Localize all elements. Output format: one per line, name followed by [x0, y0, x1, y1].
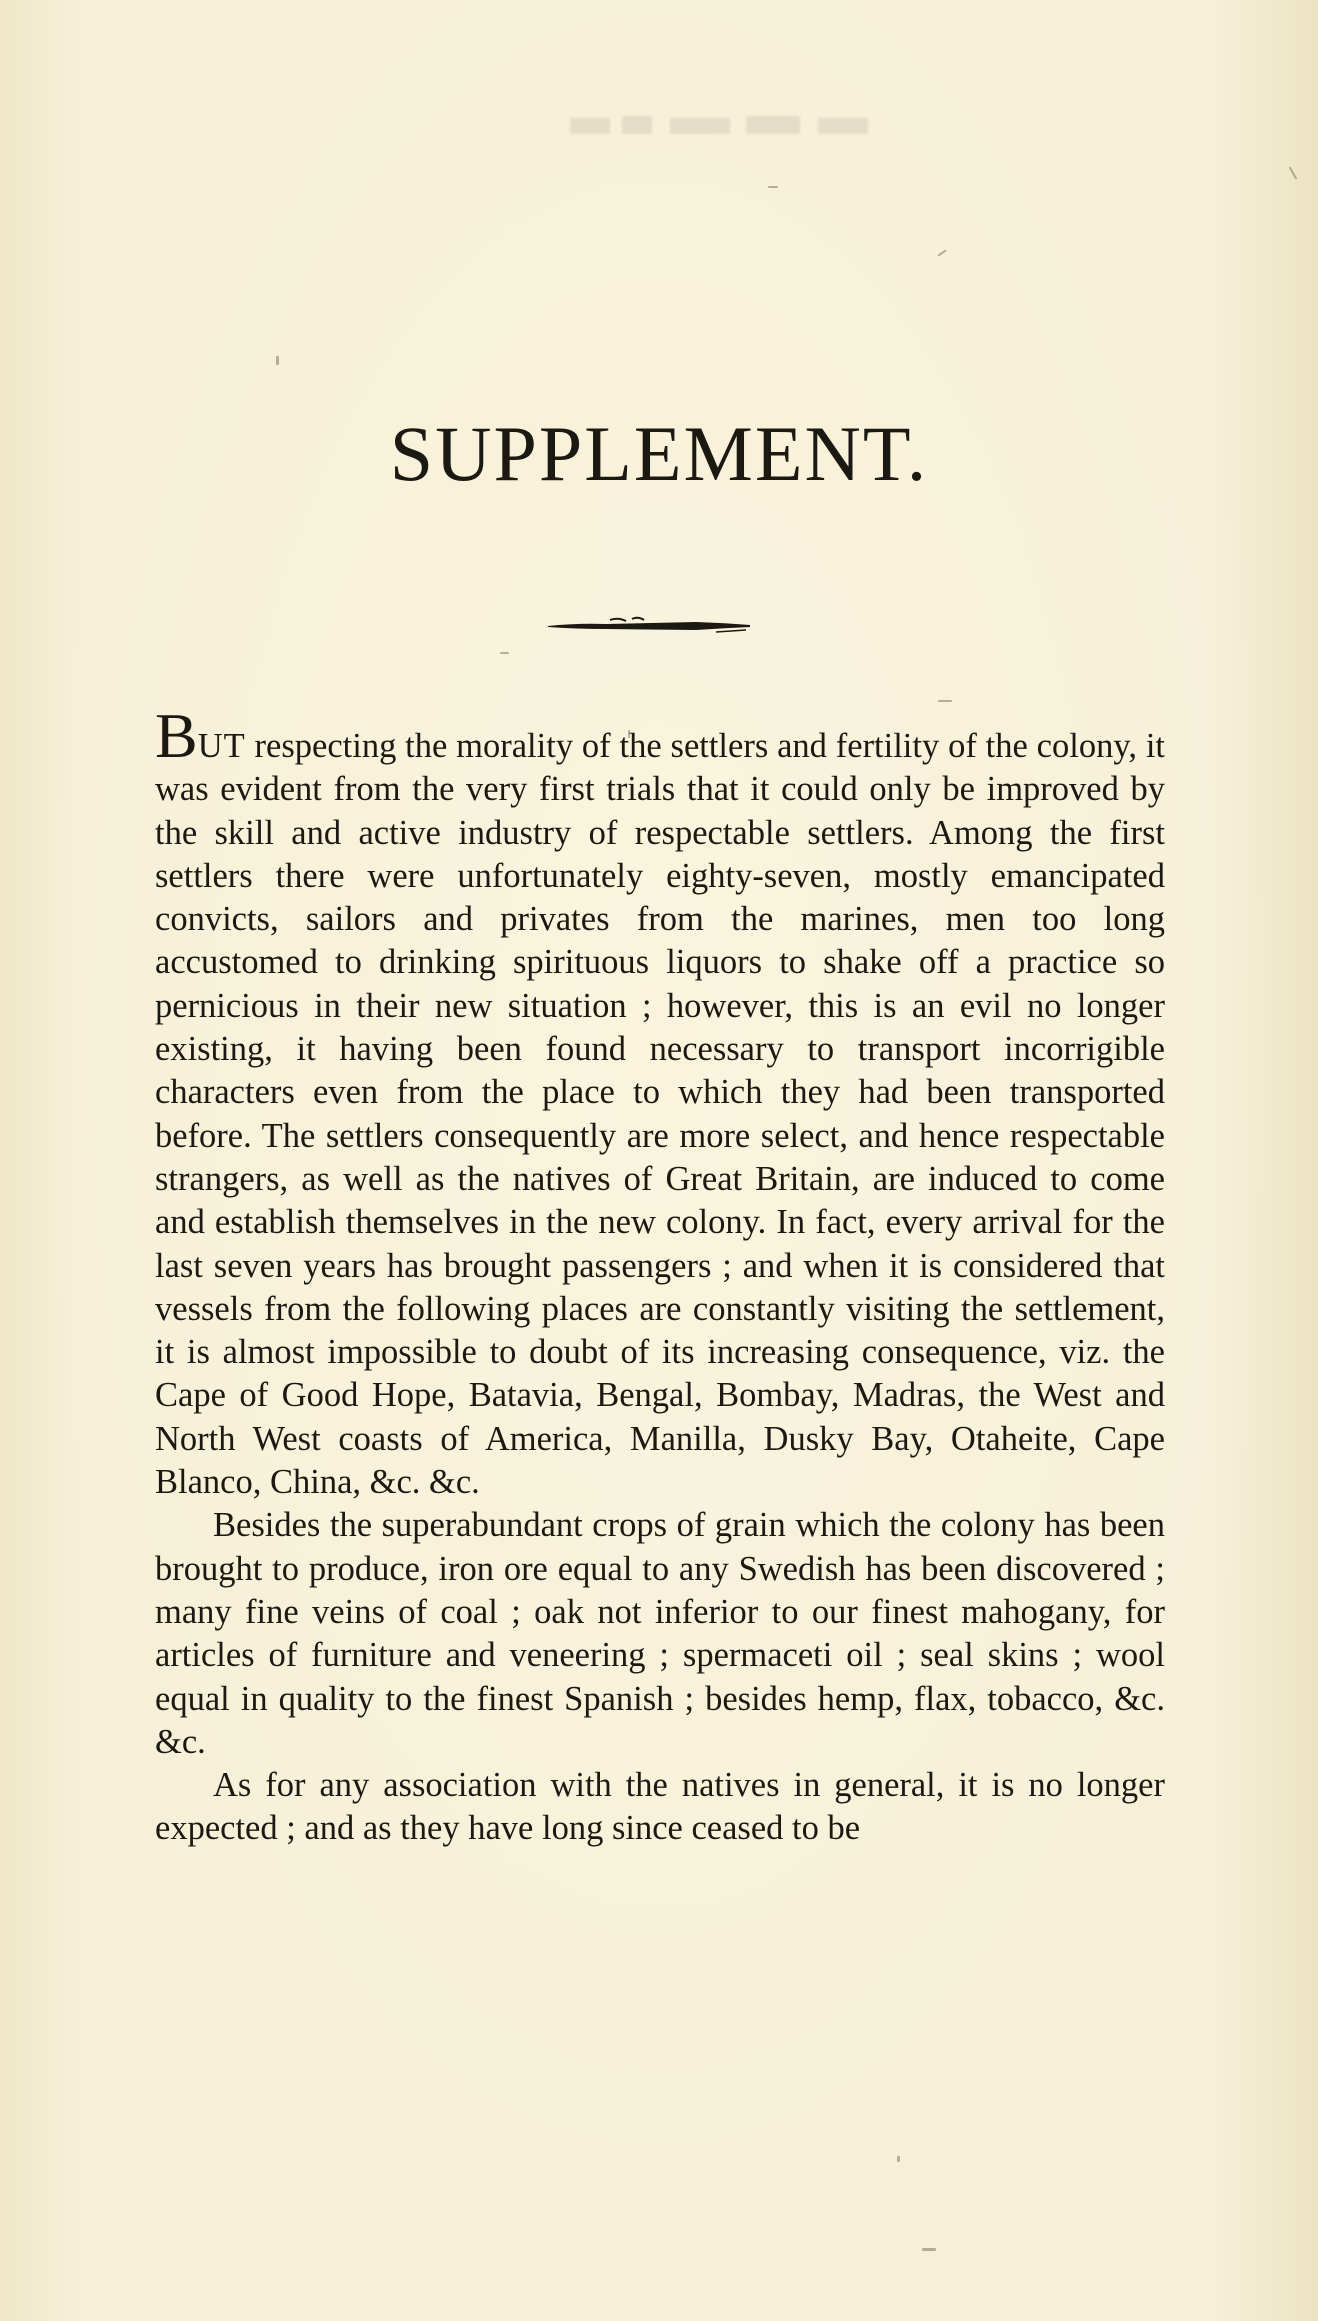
paper-speck: [938, 700, 952, 702]
drop-cap: B: [155, 700, 198, 771]
paper-speck: [922, 2248, 936, 2251]
paper-speck: [937, 249, 946, 256]
paragraph-first-text: respecting the morality of the settlers and fertility of the colony, it was evident from the very first trials that it could only be improved by the skill and active industry of respectable settlers. Among the first settlers there were unfortunately eighty-seven, mostly emancipated convicts, sailors and privates from the marines, men too long accustomed to drinking spirituous liquors to shake off a practice so pernicious in their new situation ; however, this is an evil no longer existing, it having been found necessary to transport incorrigible characters even from the place to which they had been transported before. The settlers consequently are more select, and hence respectable strangers, as well as the natives of Great Britain, are induced to come and establish themselves in the new colony. In fact, every arrival for the last seven years has brought passengers ; and when it is considered that vessels from the following places are constantly visiting the settlement, it is almost impossible to doubt of its increasing consequence, viz. the Cape of Good Hope, Batavia, Bengal, Bombay, Madras, the West and North West coasts of America, Manilla, Dusky Bay, Otaheite, Cape Blanco, China, &c. &c.: [155, 727, 1165, 1502]
paragraph-second: Besides the superabundant crops of grain which the colony has been brought to produce, iron ore equal to any Swedish has been discovered ; many fine veins of coal ; oak not inferior to our finest mahogany, for articles of furniture and veneering ; spermaceti oil ; seal skins ; wool equal in quality to the finest Spanish ; besides hemp, flax, tobacco, &c. &c.: [155, 1506, 1165, 1761]
paper-speck: [500, 652, 509, 654]
ornamental-rule: [546, 614, 752, 636]
paper-speck: [276, 356, 279, 365]
show-through-text: [560, 108, 880, 144]
paragraph-first: [155, 700, 1165, 1504]
body-text: [155, 700, 1165, 1851]
paper-speck: [768, 186, 778, 188]
page-title: SUPPLEMENT.: [389, 410, 929, 497]
paper-speck: [1289, 166, 1298, 179]
paragraph-third: As for any association with the natives in general, it is no longer expected ; and as they have long since ceased to be: [155, 1766, 1165, 1848]
paper-speck: [897, 2156, 900, 2162]
lead-word: UT: [197, 727, 246, 765]
